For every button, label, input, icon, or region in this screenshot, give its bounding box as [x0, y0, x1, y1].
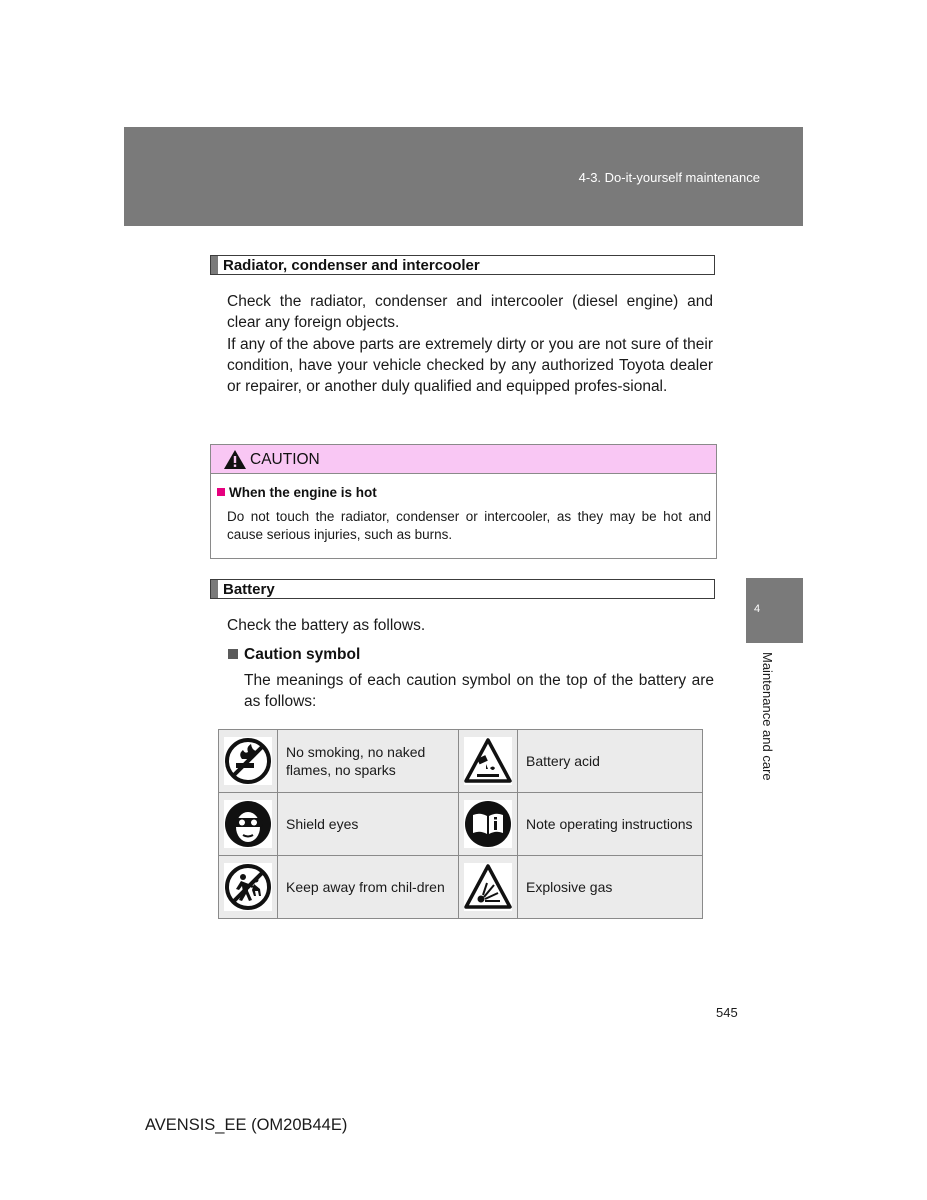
radiator-heading-text: Radiator, condenser and intercooler [223, 257, 480, 274]
table-row [219, 730, 703, 793]
symbol-label-cell [278, 793, 459, 856]
symbol-label: Explosive gas [526, 879, 613, 895]
icon-cell [459, 793, 518, 856]
icon-cell [459, 730, 518, 793]
heading-bar [211, 580, 218, 598]
caution-label: CAUTION [250, 451, 320, 468]
symbol-label: Keep away from chil-dren [286, 879, 445, 895]
caution-title-text: When the engine is hot [229, 485, 377, 500]
caution-header [211, 445, 716, 474]
battery-acid-icon [464, 737, 512, 785]
no-smoking-icon [224, 737, 272, 785]
explosive-gas-icon [464, 863, 512, 911]
battery-intro: Check the battery as follows. [227, 617, 426, 634]
shield-eyes-icon [224, 800, 272, 848]
symbol-label-cell [518, 730, 703, 793]
caution-symbol-table [218, 729, 703, 919]
keep-away-children-icon [224, 863, 272, 911]
symbol-label: Note operating instructions [526, 816, 693, 832]
symbol-label: Shield eyes [286, 816, 359, 832]
icon-cell [219, 730, 278, 793]
icon-cell [459, 856, 518, 919]
header-band [124, 127, 803, 226]
magenta-bullet-icon [217, 488, 225, 496]
icon-cell [219, 856, 278, 919]
symbol-label: Battery acid [526, 753, 600, 769]
caution-symbol-heading [228, 646, 360, 664]
battery-heading-text: Battery [223, 581, 275, 598]
caution-text: Do not touch the radiator, condenser or intercooler, as they may be hot and cause serious injuries, such as burns. [227, 509, 711, 542]
symbol-label: No smoking, no naked flames, no sparks [286, 744, 426, 778]
symbol-label-cell [518, 793, 703, 856]
symbol-label-cell [278, 856, 459, 919]
chapter-number: 4 [754, 603, 761, 615]
gray-bullet-icon [228, 649, 238, 659]
caution-symbol-heading-text: Caution symbol [244, 646, 361, 663]
symbol-label-cell [518, 856, 703, 919]
operating-instructions-icon [464, 800, 512, 848]
caution-symbol-text: The meanings of each caution symbol on the top of the battery are as follows: [244, 672, 714, 711]
battery-heading [210, 579, 715, 599]
chapter-tab [746, 578, 803, 643]
icon-cell [219, 793, 278, 856]
radiator-heading [210, 255, 715, 275]
table-row [219, 856, 703, 919]
footer-model: AVENSIS_EE (OM20B44E) [145, 1116, 348, 1134]
caution-title [217, 485, 377, 500]
chapter-label: Maintenance and care [760, 652, 775, 781]
radiator-paragraph-2: If any of the above parts are extremely dirty or you are not sure of their condition, have your vehicle checked by any authorized Toyota dealer or repairer, or another duly qualified and equipped profes-sional. [227, 335, 713, 396]
table-row [219, 793, 703, 856]
section-label: 4-3. Do-it-yourself maintenance [578, 170, 760, 185]
page-number: 545 [716, 1005, 738, 1020]
radiator-body [227, 291, 713, 397]
heading-bar [211, 256, 218, 274]
caution-box [210, 444, 717, 559]
radiator-paragraph-1: Check the radiator, condenser and intercooler (diesel engine) and clear any foreign objects. [227, 293, 713, 332]
warning-triangle-icon [224, 450, 246, 469]
symbol-label-cell [278, 730, 459, 793]
